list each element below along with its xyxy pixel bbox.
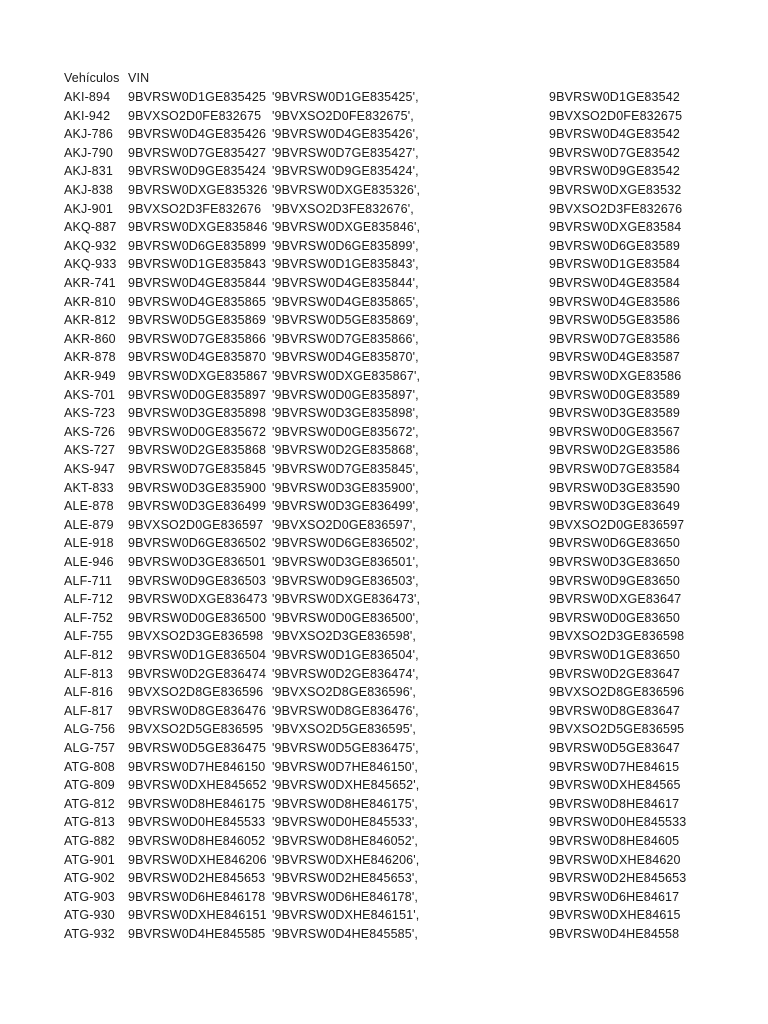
- truncated-vin-cell: 9BVRSW0D6GE83589: [549, 238, 680, 253]
- table-row: [0, 758, 768, 777]
- plate-cell: ALE-946: [64, 555, 114, 569]
- quoted-vin-cell: '9BVRSW0D0GE836500',: [272, 610, 419, 625]
- vin-cell: 9BVRSW0D1GE835425: [128, 90, 267, 104]
- quoted-vin-cell: '9BVRSW0DXGE835326',: [272, 183, 421, 197]
- plate-cell: ATG-930: [64, 908, 115, 923]
- quoted-vin-cell: '9BVRSW0D4GE835426',: [272, 127, 419, 142]
- vin-cell: 9BVRSW0DXHE846151: [128, 908, 267, 923]
- truncated-vin-cell: 9BVRSW0D1GE83650: [549, 648, 680, 662]
- plate-cell: ALF-712: [64, 592, 113, 607]
- truncated-vin-cell: 9BVRSW0D5GE83647: [549, 741, 680, 755]
- vin-cell: 9BVRSW0D0HE845533: [128, 815, 266, 830]
- truncated-vin-cell: 9BVRSW0D4GE83587: [549, 350, 680, 365]
- vin-cell: 9BVRSW0D8HE846175: [128, 796, 266, 811]
- truncated-vin-cell: 9BVRSW0D3GE83590: [549, 480, 680, 495]
- vin-cell: 9BVRSW0D1GE835843: [128, 257, 267, 272]
- truncated-vin-cell: 9BVRSW0DXGE83584: [549, 220, 682, 235]
- vin-cell: 9BVRSW0D3GE835898: [128, 406, 267, 421]
- table-row: [0, 590, 768, 609]
- table-row: [0, 813, 768, 832]
- plate-cell: AKJ-838: [64, 183, 113, 197]
- vin-cell: 9BVRSW0D7GE835866: [128, 331, 267, 346]
- quoted-vin-cell: '9BVRSW0D7HE846150',: [272, 759, 419, 774]
- table-row: [0, 181, 768, 200]
- plate-cell: ATG-809: [64, 778, 115, 793]
- truncated-vin-cell: 9BVRSW0D7GE83584: [549, 462, 680, 476]
- plate-cell: ALF-817: [64, 703, 113, 718]
- plate-cell: ALF-752: [64, 610, 113, 625]
- quoted-vin-cell: '9BVRSW0DXGE836473',: [272, 592, 421, 607]
- truncated-vin-cell: 9BVRSW0D7HE84615: [549, 759, 680, 774]
- truncated-vin-cell: 9BVXSO2D0GE836597: [549, 517, 685, 532]
- table-row: [0, 739, 768, 758]
- vin-cell: 9BVRSW0D7GE835427: [128, 145, 267, 160]
- plate-cell: AKS-723: [64, 406, 116, 421]
- truncated-vin-cell: 9BVXSO2D0FE832675: [549, 108, 683, 123]
- table-row: [0, 906, 768, 925]
- plate-cell: ATG-903: [64, 889, 115, 904]
- table-row: [0, 348, 768, 367]
- truncated-vin-cell: 9BVRSW0D4GE83584: [549, 276, 680, 290]
- plate-cell: AKR-878: [64, 350, 116, 365]
- table-row: [0, 404, 768, 423]
- table-row: [0, 720, 768, 739]
- plate-cell: AKR-812: [64, 313, 116, 328]
- vin-cell: 9BVRSW0DXGE835846: [128, 220, 268, 235]
- plate-cell: AKI-942: [64, 108, 111, 123]
- vin-cell: 9BVRSW0D7GE835845: [128, 462, 267, 476]
- quoted-vin-cell: '9BVRSW0D2HE845653',: [272, 871, 419, 886]
- quoted-vin-cell: '9BVRSW0D2GE835868',: [272, 443, 419, 458]
- vin-cell: 9BVRSW0D6GE836502: [128, 536, 267, 551]
- table-row: [0, 776, 768, 795]
- truncated-vin-cell: 9BVRSW0DXHE84620: [549, 852, 681, 867]
- plate-cell: ATG-813: [64, 815, 115, 830]
- table-row: [0, 646, 768, 665]
- quoted-vin-cell: '9BVXSO2D0FE832675',: [272, 108, 414, 123]
- table-row: [0, 237, 768, 256]
- vin-cell: 9BVRSW0DXHE846206: [128, 852, 267, 867]
- quoted-vin-cell: '9BVRSW0D6GE836502',: [272, 536, 419, 551]
- vin-cell: 9BVRSW0D2GE835868: [128, 443, 267, 458]
- truncated-vin-cell: 9BVRSW0D1GE83542: [549, 90, 680, 104]
- vin-cell: 9BVRSW0D5GE836475: [128, 741, 267, 755]
- quoted-vin-cell: '9BVRSW0D0HE845533',: [272, 815, 419, 830]
- vin-cell: 9BVRSW0D8GE836476: [128, 703, 267, 718]
- quoted-vin-cell: '9BVRSW0DXHE846151',: [272, 908, 420, 923]
- quoted-vin-cell: '9BVXSO2D3GE836598',: [272, 629, 416, 644]
- truncated-vin-cell: 9BVRSW0D6HE84617: [549, 889, 680, 904]
- table-row: [0, 516, 768, 535]
- truncated-vin-cell: 9BVXSO2D3GE836598: [549, 629, 685, 644]
- quoted-vin-cell: '9BVRSW0D7GE835427',: [272, 145, 419, 160]
- quoted-vin-cell: '9BVRSW0D6GE835899',: [272, 238, 419, 253]
- truncated-vin-cell: 9BVRSW0D1GE83584: [549, 257, 680, 272]
- truncated-vin-cell: 9BVRSW0D8HE84605: [549, 834, 680, 848]
- truncated-vin-cell: 9BVRSW0D0GE83589: [549, 387, 680, 402]
- plate-cell: ATG-882: [64, 834, 115, 848]
- vin-cell: 9BVRSW0D8HE846052: [128, 834, 266, 848]
- quoted-vin-cell: '9BVRSW0DXHE845652',: [272, 778, 420, 793]
- table-row: [0, 479, 768, 498]
- vin-cell: 9BVRSW0DXHE845652: [128, 778, 267, 793]
- plate-cell: AKR-810: [64, 294, 116, 309]
- plate-cell: AKR-949: [64, 369, 116, 383]
- plate-cell: ALF-816: [64, 685, 113, 700]
- truncated-vin-cell: 9BVRSW0D0GE83650: [549, 610, 680, 625]
- plate-cell: ALE-879: [64, 517, 114, 532]
- quoted-vin-cell: '9BVRSW0DXGE835846',: [272, 220, 421, 235]
- quoted-vin-cell: '9BVRSW0D3GE836499',: [272, 499, 419, 514]
- quoted-vin-cell: '9BVRSW0D3GE835900',: [272, 480, 419, 495]
- table-row: [0, 255, 768, 274]
- plate-cell: AKJ-831: [64, 164, 113, 179]
- vin-cell: 9BVXSO2D5GE836595: [128, 722, 264, 737]
- table-row: [0, 627, 768, 646]
- plate-cell: AKI-894: [64, 90, 111, 104]
- truncated-vin-cell: 9BVRSW0D2GE83647: [549, 666, 680, 681]
- table-row: [0, 386, 768, 405]
- vin-cell: 9BVRSW0D3GE835900: [128, 480, 267, 495]
- plate-cell: ALG-756: [64, 722, 116, 737]
- vin-cell: 9BVXSO2D0GE836597: [128, 517, 264, 532]
- plate-cell: ATG-812: [64, 796, 115, 811]
- truncated-vin-cell: 9BVRSW0D0GE83567: [549, 424, 680, 439]
- truncated-vin-cell: 9BVRSW0D6GE83650: [549, 536, 680, 551]
- vin-cell: 9BVRSW0D4GE835870: [128, 350, 267, 365]
- vin-cell: 9BVRSW0D2HE845653: [128, 871, 266, 886]
- vin-cell: 9BVRSW0D0GE836500: [128, 610, 267, 625]
- table-row: [0, 218, 768, 237]
- quoted-vin-cell: '9BVRSW0D4GE835870',: [272, 350, 419, 365]
- table-row: [0, 702, 768, 721]
- plate-cell: AKS-726: [64, 424, 116, 439]
- truncated-vin-cell: 9BVRSW0D8GE83647: [549, 703, 680, 718]
- plate-cell: ALF-711: [64, 573, 113, 588]
- vin-cell: 9BVRSW0D9GE835424: [128, 164, 267, 179]
- table-row: [0, 888, 768, 907]
- plate-cell: AKR-741: [64, 276, 116, 290]
- plate-cell: AKJ-901: [64, 201, 113, 216]
- plate-cell: AKQ-933: [64, 257, 117, 272]
- vin-cell: 9BVXSO2D3GE836598: [128, 629, 264, 644]
- table-row: [0, 423, 768, 442]
- vin-cell: 9BVXSO2D8GE836596: [128, 685, 264, 700]
- quoted-vin-cell: '9BVRSW0D7GE835845',: [272, 462, 419, 476]
- quoted-vin-cell: '9BVRSW0D0GE835672',: [272, 424, 419, 439]
- plate-cell: ALF-755: [64, 629, 113, 644]
- quoted-vin-cell: '9BVRSW0D5GE835869',: [272, 313, 419, 328]
- truncated-vin-cell: 9BVRSW0DXHE84615: [549, 908, 681, 923]
- vin-cell: 9BVRSW0D4GE835426: [128, 127, 267, 142]
- vin-cell: 9BVRSW0D4GE835844: [128, 276, 267, 290]
- table-row: [0, 330, 768, 349]
- plate-cell: ALG-757: [64, 741, 116, 755]
- vin-cell: 9BVRSW0DXGE835326: [128, 183, 268, 197]
- vin-cell: 9BVRSW0DXGE835867: [128, 369, 268, 383]
- vin-cell: 9BVRSW0D2GE836474: [128, 666, 267, 681]
- truncated-vin-cell: 9BVXSO2D3FE832676: [549, 201, 683, 216]
- truncated-vin-cell: 9BVRSW0DXGE83586: [549, 369, 682, 383]
- table-row: [0, 88, 768, 107]
- table-row: [0, 683, 768, 702]
- table-row: [0, 125, 768, 144]
- truncated-vin-cell: 9BVRSW0D5GE83586: [549, 313, 680, 328]
- plate-cell: ATG-932: [64, 927, 115, 941]
- table-row: [0, 609, 768, 628]
- quoted-vin-cell: '9BVRSW0D8HE846175',: [272, 796, 419, 811]
- quoted-vin-cell: '9BVRSW0D9GE836503',: [272, 573, 419, 588]
- truncated-vin-cell: 9BVXSO2D5GE836595: [549, 722, 685, 737]
- table-row: [0, 869, 768, 888]
- plate-cell: ATG-808: [64, 759, 115, 774]
- table-row: [0, 293, 768, 312]
- quoted-vin-cell: '9BVRSW0D4GE835844',: [272, 276, 419, 290]
- quoted-vin-cell: '9BVXSO2D8GE836596',: [272, 685, 416, 700]
- plate-cell: AKR-860: [64, 331, 116, 346]
- truncated-vin-cell: 9BVRSW0D4HE84558: [549, 927, 680, 941]
- vin-cell: 9BVRSW0D6GE835899: [128, 238, 267, 253]
- truncated-vin-cell: 9BVRSW0D8HE84617: [549, 796, 680, 811]
- vin-cell: 9BVRSW0D4GE835865: [128, 294, 267, 309]
- table-row: [0, 200, 768, 219]
- vin-cell: 9BVRSW0D0GE835672: [128, 424, 267, 439]
- table-row: [0, 665, 768, 684]
- quoted-vin-cell: '9BVRSW0D3GE836501',: [272, 555, 419, 569]
- plate-cell: AKS-727: [64, 443, 116, 458]
- truncated-vin-cell: 9BVRSW0D4GE83586: [549, 294, 680, 309]
- quoted-vin-cell: '9BVRSW0D7GE835866',: [272, 331, 419, 346]
- truncated-vin-cell: 9BVRSW0DXHE84565: [549, 778, 681, 793]
- quoted-vin-cell: '9BVXSO2D0GE836597',: [272, 517, 416, 532]
- plate-cell: ATG-901: [64, 852, 115, 867]
- table-row: [0, 832, 768, 851]
- truncated-vin-cell: 9BVRSW0D3GE83649: [549, 499, 680, 514]
- vin-cell: 9BVRSW0D5GE835869: [128, 313, 267, 328]
- plate-cell: AKS-701: [64, 387, 116, 402]
- table-row: [0, 441, 768, 460]
- truncated-vin-cell: 9BVRSW0D7GE83586: [549, 331, 680, 346]
- truncated-vin-cell: 9BVRSW0DXGE83647: [549, 592, 682, 607]
- quoted-vin-cell: '9BVRSW0D1GE835425',: [272, 90, 419, 104]
- plate-cell: ALF-813: [64, 666, 113, 681]
- truncated-vin-cell: 9BVRSW0D2HE845653: [549, 871, 687, 886]
- vin-cell: 9BVRSW0D1GE836504: [128, 648, 267, 662]
- plate-cell: ALE-878: [64, 499, 114, 514]
- table-row: [0, 851, 768, 870]
- truncated-vin-cell: 9BVRSW0D0HE845533: [549, 815, 687, 830]
- plate-cell: ATG-902: [64, 871, 115, 886]
- quoted-vin-cell: '9BVRSW0D5GE836475',: [272, 741, 419, 755]
- truncated-vin-cell: 9BVRSW0D9GE83542: [549, 164, 680, 179]
- header-row: [0, 69, 768, 88]
- plate-cell: ALF-812: [64, 648, 113, 662]
- plate-cell: AKT-833: [64, 480, 114, 495]
- table-row: [0, 795, 768, 814]
- truncated-vin-cell: 9BVXSO2D8GE836596: [549, 685, 685, 700]
- table-row: [0, 534, 768, 553]
- truncated-vin-cell: 9BVRSW0D9GE83650: [549, 573, 680, 588]
- header-vin: VIN: [128, 71, 150, 85]
- quoted-vin-cell: '9BVRSW0D0GE835897',: [272, 387, 419, 402]
- vin-cell: 9BVRSW0D7HE846150: [128, 759, 266, 774]
- quoted-vin-cell: '9BVRSW0DXHE846206',: [272, 852, 420, 867]
- plate-cell: AKS-947: [64, 462, 116, 476]
- vin-cell: 9BVRSW0D9GE836503: [128, 573, 267, 588]
- quoted-vin-cell: '9BVRSW0D1GE835843',: [272, 257, 419, 272]
- truncated-vin-cell: 9BVRSW0D7GE83542: [549, 145, 680, 160]
- header-vehicles: Vehículos: [64, 71, 120, 85]
- quoted-vin-cell: '9BVRSW0D3GE835898',: [272, 406, 419, 421]
- quoted-vin-cell: '9BVRSW0D8GE836476',: [272, 703, 419, 718]
- truncated-vin-cell: 9BVRSW0D3GE83650: [549, 555, 680, 569]
- truncated-vin-cell: 9BVRSW0D4GE83542: [549, 127, 680, 142]
- plate-cell: AKJ-790: [64, 145, 113, 160]
- quoted-vin-cell: '9BVXSO2D5GE836595',: [272, 722, 416, 737]
- vin-cell: 9BVRSW0D0GE835897: [128, 387, 267, 402]
- quoted-vin-cell: '9BVRSW0D4HE845585',: [272, 927, 419, 941]
- quoted-vin-cell: '9BVRSW0D2GE836474',: [272, 666, 419, 681]
- vin-cell: 9BVRSW0D6HE846178: [128, 889, 266, 904]
- table-row: [0, 274, 768, 293]
- table-row: [0, 925, 768, 944]
- vin-cell: 9BVRSW0DXGE836473: [128, 592, 268, 607]
- table-row: [0, 311, 768, 330]
- quoted-vin-cell: '9BVRSW0DXGE835867',: [272, 369, 421, 383]
- quoted-vin-cell: '9BVRSW0D4GE835865',: [272, 294, 419, 309]
- table-row: [0, 367, 768, 386]
- quoted-vin-cell: '9BVRSW0D8HE846052',: [272, 834, 419, 848]
- truncated-vin-cell: 9BVRSW0DXGE83532: [549, 183, 682, 197]
- vin-cell: 9BVXSO2D3FE832676: [128, 201, 262, 216]
- table-row: [0, 572, 768, 591]
- vin-cell: 9BVRSW0D4HE845585: [128, 927, 266, 941]
- plate-cell: AKQ-887: [64, 220, 117, 235]
- table-row: [0, 460, 768, 479]
- table-row: [0, 497, 768, 516]
- truncated-vin-cell: 9BVRSW0D3GE83589: [549, 406, 680, 421]
- table-row: [0, 144, 768, 163]
- plate-cell: AKJ-786: [64, 127, 113, 142]
- quoted-vin-cell: '9BVRSW0D9GE835424',: [272, 164, 419, 179]
- vin-cell: 9BVXSO2D0FE832675: [128, 108, 262, 123]
- truncated-vin-cell: 9BVRSW0D2GE83586: [549, 443, 680, 458]
- quoted-vin-cell: '9BVRSW0D6HE846178',: [272, 889, 419, 904]
- plate-cell: ALE-918: [64, 536, 114, 551]
- table-row: [0, 553, 768, 572]
- vin-cell: 9BVRSW0D3GE836499: [128, 499, 267, 514]
- plate-cell: AKQ-932: [64, 238, 117, 253]
- quoted-vin-cell: '9BVXSO2D3FE832676',: [272, 201, 414, 216]
- vin-cell: 9BVRSW0D3GE836501: [128, 555, 267, 569]
- table-row: [0, 162, 768, 181]
- table-row: [0, 107, 768, 126]
- quoted-vin-cell: '9BVRSW0D1GE836504',: [272, 648, 419, 662]
